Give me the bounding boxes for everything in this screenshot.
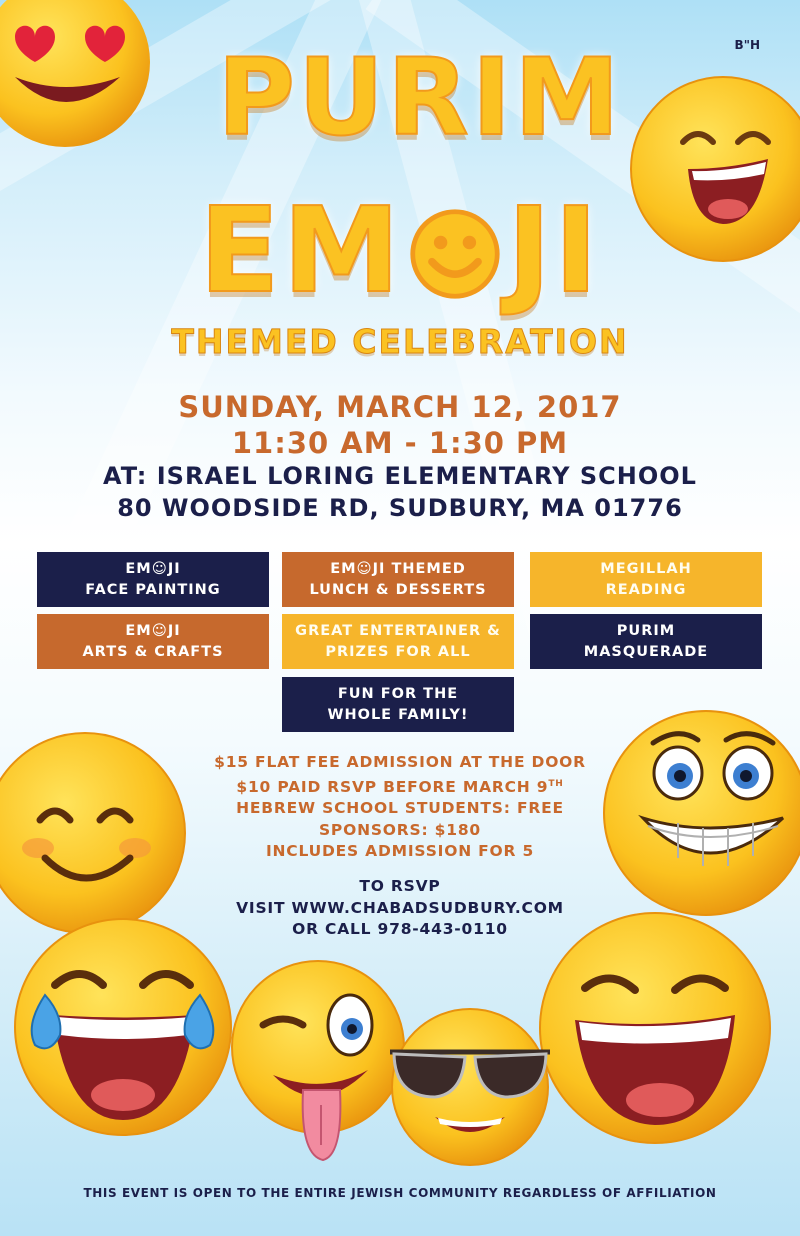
price-door: $15 FLAT FEE ADMISSION AT THE DOOR bbox=[214, 753, 586, 771]
sunglasses-emoji-icon bbox=[380, 1002, 560, 1167]
event-location-name: AT: ISRAEL LORING ELEMENTARY SCHOOL bbox=[103, 462, 697, 490]
tears-of-joy-emoji-icon bbox=[5, 915, 240, 1140]
activity-face-painting: EM☺JI FACE PAINTING bbox=[37, 552, 269, 607]
pricing-info bbox=[0, 752, 800, 863]
event-location-address: 80 WOODSIDE RD, SUDBURY, MA 01776 bbox=[117, 494, 683, 522]
event-title-prefix: EM bbox=[199, 181, 404, 319]
activity-whole-family: FUN FOR THE WHOLE FAMILY! bbox=[282, 677, 514, 732]
event-title-suffix: JI bbox=[507, 181, 601, 319]
event-time: 11:30 AM - 1:30 PM bbox=[231, 426, 569, 460]
rsvp-website[interactable]: VISIT WWW.CHABADSUDBURY.COM bbox=[236, 898, 564, 917]
price-rsvp: $10 PAID RSVP BEFORE MARCH 9TH bbox=[236, 777, 564, 796]
footer-notice: THIS EVENT IS OPEN TO THE ENTIRE JEWISH COMMUNITY REGARDLESS OF AFFILIATION bbox=[83, 1186, 717, 1200]
activity-arts-crafts: EM☺JI ARTS & CRAFTS bbox=[37, 614, 269, 669]
event-date: SUNDAY, MARCH 12, 2017 bbox=[178, 390, 622, 424]
price-hebrew-school: HEBREW SCHOOL STUDENTS: FREE bbox=[236, 799, 564, 818]
event-title-line2 bbox=[0, 180, 800, 320]
event-subtitle: THEMED CELEBRATION bbox=[171, 322, 629, 361]
activity-lunch-desserts: EM☺JI THEMED LUNCH & DESSERTS bbox=[282, 552, 514, 607]
header-mark: B"H bbox=[734, 38, 760, 52]
price-sponsors: SPONSORS: $180 bbox=[318, 820, 482, 839]
event-title-line1: PURIM bbox=[217, 36, 623, 159]
rsvp-heading: TO RSVP bbox=[359, 877, 441, 895]
rsvp-phone[interactable]: OR CALL 978-443-0110 bbox=[292, 920, 508, 938]
activity-masquerade: PURIM MASQUERADE bbox=[530, 614, 762, 669]
activity-entertainer-prizes: GREAT ENTERTAINER & PRIZES FOR ALL bbox=[282, 614, 514, 669]
smiley-o-icon bbox=[407, 206, 503, 302]
price-sponsors-includes: INCLUDES ADMISSION FOR 5 bbox=[265, 842, 535, 861]
activity-megillah-reading: MEGILLAH READING bbox=[530, 552, 762, 607]
